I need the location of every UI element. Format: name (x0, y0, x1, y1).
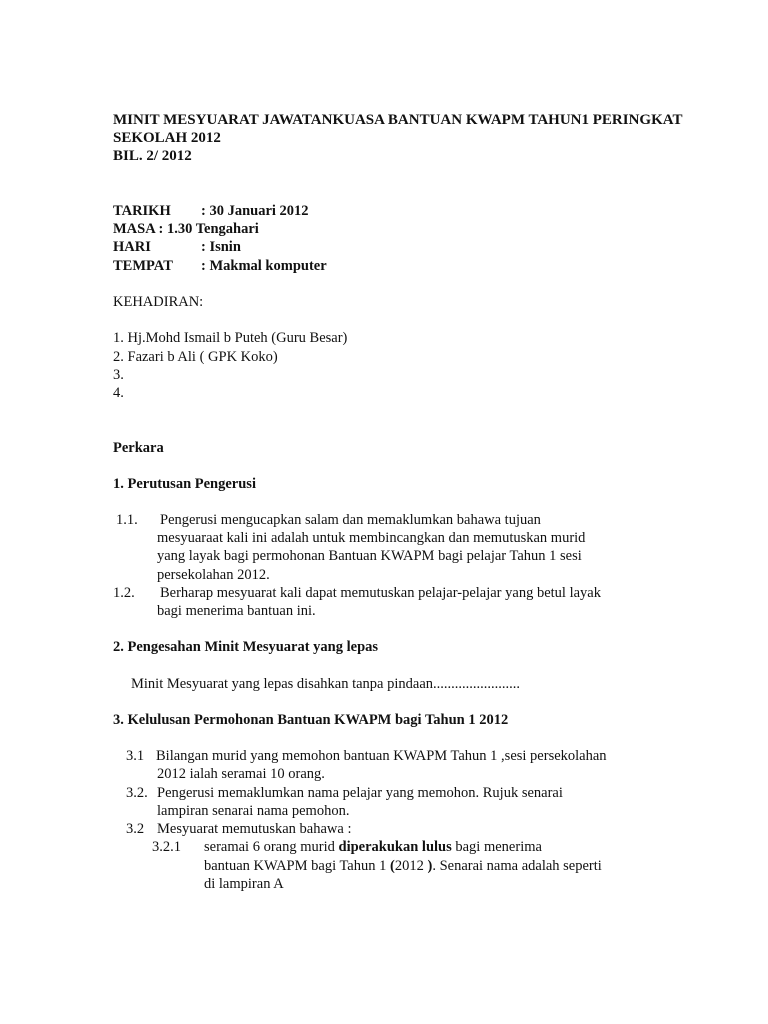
item-1-1-number: 1.1. (116, 512, 138, 528)
title-line-3: BIL. 2/ 2012 (113, 148, 192, 164)
section-2-text: Minit Mesyuarat yang lepas disahkan tanpa pindaan........................ (131, 676, 521, 692)
hari-label: HARI (113, 239, 151, 255)
item-3-2-1-line (204, 838, 542, 856)
section-1-heading: 1. Perutusan Pengerusi (113, 476, 256, 492)
item-3-2-1-text: 2012 (394, 858, 428, 874)
item-1-2-line: bagi menerima bantuan ini. (157, 603, 316, 619)
kehadiran-item-1: 1. Hj.Mohd Ismail b Puteh (Guru Besar) (113, 330, 348, 346)
title-line-2: SEKOLAH 2012 (113, 130, 221, 146)
item-3-2b-number: 3.2 (126, 821, 145, 837)
section-2-heading: 2. Pengesahan Minit Mesyuarat yang lepas (113, 639, 379, 655)
item-3-2-line: Pengerusi memaklumkan nama pelajar yang memohon. Rujuk senarai (157, 785, 563, 801)
item-3-2-1-text: bantuan KWAPM bagi Tahun 1 (204, 858, 390, 874)
item-1-1-line: yang layak bagi permohonan Bantuan KWAPM bagi pelajar Tahun 1 sesi (157, 548, 582, 564)
item-3-2-1-paren: ( (390, 858, 395, 874)
kehadiran-item-4: 4. (113, 385, 124, 401)
item-1-1-line: Pengerusi mengucapkan salam dan memaklumkan bahawa tujuan (160, 512, 541, 528)
item-3-2-line: lampiran senarai nama pemohon. (157, 803, 350, 819)
item-3-2b-line: Mesyuarat memutuskan bahawa : (157, 821, 352, 837)
kehadiran-item-2: 2. Fazari b Ali ( GPK Koko) (113, 349, 278, 365)
masa-line: MASA : 1.30 Tengahari (113, 221, 259, 237)
item-3-2-1-line (204, 857, 602, 875)
item-3-2-1-line: di lampiran A (204, 876, 284, 892)
title-line-1: MINIT MESYUARAT JAWATANKUASA BANTUAN KWAPM TAHUN1 PERINGKAT (113, 112, 683, 128)
item-3-2-1-number: 3.2.1 (152, 839, 181, 855)
item-1-1-line: persekolahan 2012. (157, 567, 270, 583)
item-3-1-number: 3.1 (126, 748, 145, 764)
kehadiran-heading: KEHADIRAN: (113, 294, 204, 310)
tarikh-value: : 30 Januari 2012 (201, 203, 309, 219)
item-3-2-1-emphasis: diperakukan lulus (338, 839, 452, 855)
section-3-heading: 3. Kelulusan Permohonan Bantuan KWAPM bagi Tahun 1 2012 (113, 712, 509, 728)
tarikh-label: TARIKH (113, 203, 171, 219)
item-3-2-1-text: bagi menerima (451, 839, 542, 855)
kehadiran-item-3: 3. (113, 367, 124, 383)
item-3-1-line: 2012 ialah seramai 10 orang. (157, 766, 325, 782)
tempat-label: TEMPAT (113, 258, 173, 274)
item-3-2-1-text: . Senarai nama adalah seperti (432, 858, 602, 874)
hari-value: : Isnin (201, 239, 241, 255)
item-3-1-line: Bilangan murid yang memohon bantuan KWAPM Tahun 1 ,sesi persekolahan (156, 748, 607, 764)
tempat-value: : Makmal komputer (201, 258, 327, 274)
item-3-2-1-text: seramai 6 orang murid (204, 839, 339, 855)
item-3-2-number: 3.2. (126, 785, 148, 801)
item-1-2-line: Berharap mesyuarat kali dapat memutuskan pelajar-pelajar yang betul layak (160, 585, 601, 601)
document-title (113, 111, 683, 165)
item-1-2-number: 1.2. (113, 585, 135, 601)
item-3-2-1-paren: ) (427, 858, 433, 874)
item-1-1-line: mesyuaraat kali ini adalah untuk membincangkan dan memutuskan murid (157, 530, 586, 546)
perkara-heading: Perkara (113, 440, 164, 456)
